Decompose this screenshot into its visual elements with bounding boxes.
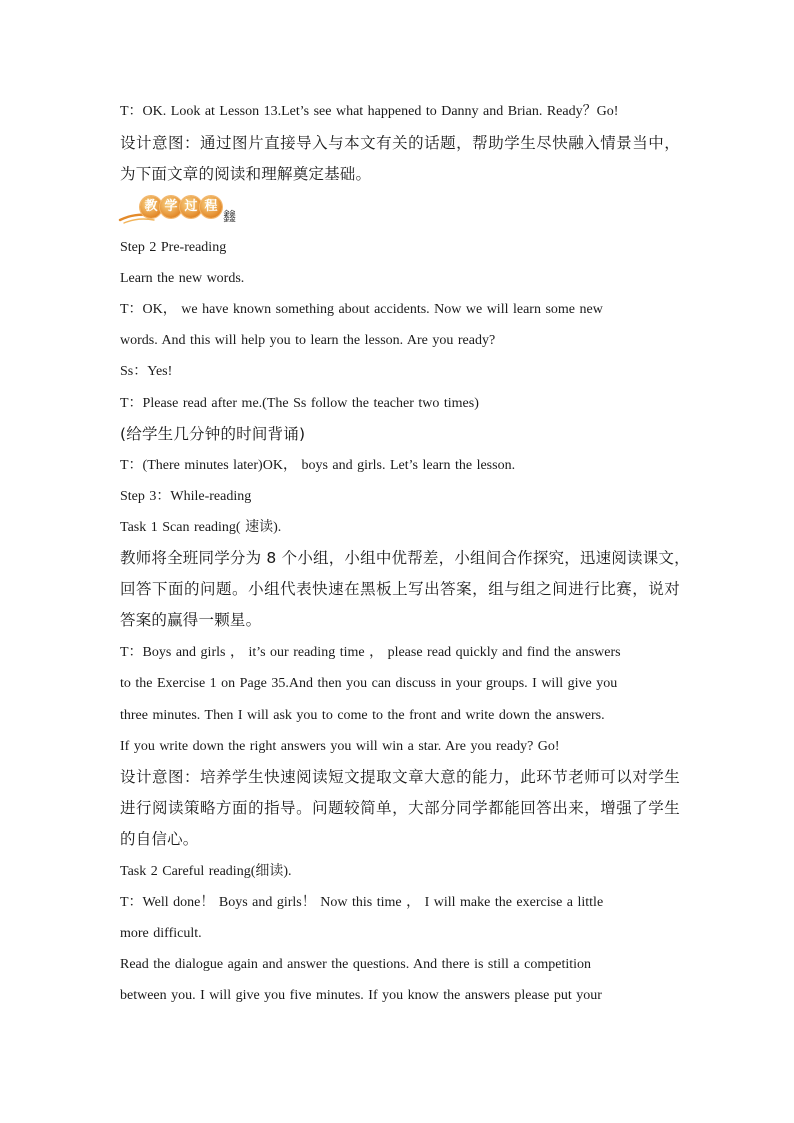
read-dialogue-line-2: between you. I will give you five minutes. If you know the answers please put your [120,988,602,1003]
banner-end-icon: 𨰻 [223,210,237,225]
design-intent-2-line-2: 进行阅读策略方面的指导。问题较简单，大部分同学都能回答出来，增强了学生 [120,799,680,817]
teacher-line-5b: more difficult. [120,926,202,941]
read-dialogue-line-1: Read the dialogue again and answer the questions. And there is still a competition [120,957,592,972]
banner-char-4: 程 [200,196,222,218]
task2-heading: Task 2 Careful reading(细读). [120,864,292,879]
teacher-line-4d: If you write down the right answers you will win a star. Are you ready? Go! [120,739,560,754]
teaching-process-banner [118,196,248,230]
teacher-line-1a: T：OK， we have known something about accidents. Now we will learn some new [120,302,603,317]
students-reply: Ss：Yes! [120,364,173,379]
teacher-line-2: T：Please read after me.(The Ss follow the teacher two times) [120,396,479,411]
design-intent-line-2: 为下面文章的阅读和理解奠定基础。 [120,165,372,183]
group-instruction-line-1: 教师将全班同学分为 8 个小组，小组中优帮差，小组间合作探究，迅速阅读课文， [120,549,690,567]
design-intent-line-1: 设计意图：通过图片直接导入与本文有关的话题，帮助学生尽快融入情景当中， [120,134,680,152]
design-intent-2-line-3: 的自信心。 [120,830,199,848]
task1-heading: Task 1 Scan reading( 速读). [120,520,282,535]
teacher-line-5a: T：Well done！ Boys and girls！ Now this time ， I will make the exercise a little [120,895,604,910]
teacher-line-4a: T：Boys and girls ， it’s our reading time ， please read quickly and find the answers [120,645,621,660]
group-instruction-line-2: 回答下面的问题。小组代表快速在黑板上写出答案，组与组之间进行比赛，说对 [120,580,680,598]
teacher-line-ready-go: T：OK. Look at Lesson 13.Let’s see what happened to Danny and Brian. Ready？Go! [120,104,619,119]
teacher-line-4b: to the Exercise 1 on Page 35.And then you can discuss in your groups. I will give you [120,676,618,691]
teacher-line-4c: three minutes. Then I will ask you to come to the front and write down the answers. [120,708,605,723]
design-intent-2-line-1: 设计意图：培养学生快速阅读短文提取文章大意的能力，此环节老师可以对学生 [120,768,680,786]
group-instruction-line-3: 答案的赢得一颗星。 [120,611,262,629]
teacher-line-1b: words. And this will help you to learn the lesson. Are you ready? [120,333,496,348]
teacher-line-3: T：(There minutes later)OK， boys and girls. Let’s learn the lesson. [120,458,516,473]
banner-char-2: 学 [160,196,182,218]
banner-char-1: 教 [140,196,162,218]
banner-char-3: 过 [180,196,202,218]
step2-heading: Step 2 Pre-reading [120,240,227,255]
step3-heading: Step 3：While-reading [120,489,252,504]
recite-note: (给学生几分钟的时间背诵) [120,425,306,443]
learn-new-words: Learn the new words. [120,271,245,286]
